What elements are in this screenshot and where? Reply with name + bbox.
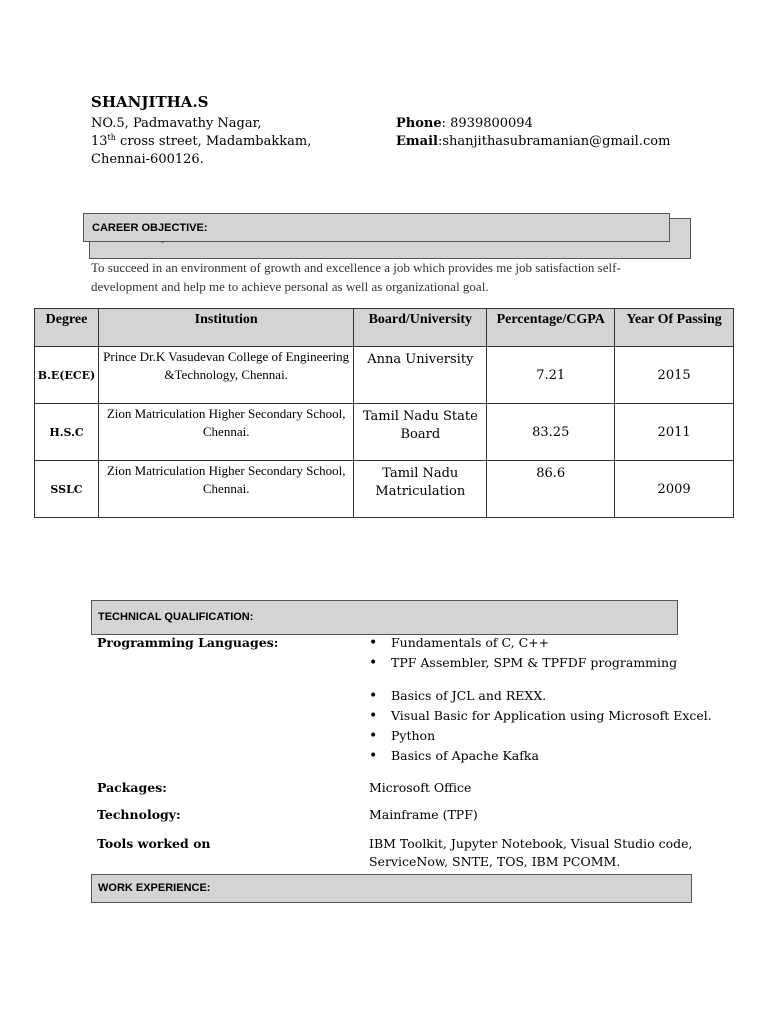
- board-cell: Anna University: [354, 347, 487, 404]
- list-item: • Basics of JCL and REXX.: [369, 686, 712, 706]
- phone-label: Phone: [396, 116, 442, 131]
- table-row: [35, 461, 734, 518]
- list-item: • Fundamentals of C, C++: [369, 633, 677, 653]
- technical-qualification-header: [91, 600, 678, 635]
- email-line: [396, 133, 670, 151]
- column-header: Year Of Passing: [615, 309, 734, 347]
- candidate-name: SHANJITHA.S: [91, 93, 209, 111]
- technical-qualification-label: TECHNICAL QUALIFICATION:: [98, 611, 254, 623]
- work-experience-header: [91, 874, 692, 903]
- tools-value-line-1: IBM Toolkit, Jupyter Notebook, Visual Studio code,: [369, 836, 693, 851]
- address-street: cross street, Madambakkam,: [115, 134, 312, 149]
- institution-cell: Zion Matriculation Higher Secondary School, Chennai.: [98, 461, 353, 518]
- phone-line: [396, 115, 533, 133]
- technology-value: Mainframe (TPF): [369, 807, 478, 822]
- phone-value: 8939800094: [450, 116, 533, 131]
- score-cell: 7.21: [487, 347, 615, 404]
- email-separator: :: [437, 134, 443, 149]
- packages-value: Microsoft Office: [369, 780, 472, 795]
- address-line-1: NO.5, Padmavathy Nagar,: [91, 116, 262, 131]
- career-objective-text: To succeed in an environment of growth and excellence a job which provides me job satisfaction self-development and help me to achieve personal as well as organizational goal.: [91, 260, 621, 294]
- career-objective-label: CAREER OBJECTIVE:: [92, 222, 208, 234]
- tools-value-line-2: ServiceNow, SNTE, TOS, IBM PCOMM.: [369, 854, 621, 869]
- score-cell: 83.25: [487, 404, 615, 461]
- list-item: • Basics of Apache Kafka: [369, 746, 712, 766]
- address-line-3: Chennai-600126.: [91, 152, 204, 167]
- list-item: • Visual Basic for Application using Microsoft Excel.: [369, 706, 712, 726]
- table-header-row: [35, 309, 734, 347]
- column-header: Percentage/CGPA: [487, 309, 615, 347]
- institution-cell: Prince Dr.K Vasudevan College of Engineering &Technology, Chennai.: [98, 347, 353, 404]
- institution-cell: Zion Matriculation Higher Secondary School, Chennai.: [98, 404, 353, 461]
- tools-label: Tools worked on: [97, 836, 211, 851]
- board-cell: Tamil Nadu State Board: [354, 404, 487, 461]
- address-line-2: [91, 133, 311, 151]
- email-value: shanjithasubramanian@gmail.com: [442, 134, 671, 149]
- board-cell: Tamil Nadu Matriculation: [354, 461, 487, 518]
- score-cell: 86.6: [487, 461, 615, 518]
- degree-cell: B.E(ECE): [35, 347, 99, 404]
- list-item: • TPF Assembler, SPM & TPFDF programming: [369, 653, 677, 673]
- column-header: Degree: [35, 309, 99, 347]
- work-experience-label: WORK EXPERIENCE:: [98, 882, 211, 894]
- programming-languages-label: Programming Languages:: [97, 635, 279, 650]
- degree-cell: SSLC: [35, 461, 99, 518]
- table-row: [35, 347, 734, 404]
- list-item: • Python: [369, 726, 712, 746]
- year-cell: 2011: [615, 404, 734, 461]
- tools-value: [369, 835, 693, 871]
- technology-label: Technology:: [97, 807, 181, 822]
- column-header: Institution: [98, 309, 353, 347]
- address-number: 13: [91, 134, 108, 149]
- email-label: Email: [396, 134, 438, 149]
- column-header: Board/University: [354, 309, 487, 347]
- career-objective-header: [83, 213, 670, 242]
- table-row: [35, 404, 734, 461]
- year-cell: 2009: [615, 461, 734, 518]
- phone-separator: :: [441, 116, 451, 131]
- programming-list-2: [369, 686, 712, 766]
- address-superscript: th: [107, 133, 116, 142]
- degree-cell: H.S.C: [35, 404, 99, 461]
- academic-table: [34, 308, 734, 518]
- programming-list-1: [369, 633, 677, 673]
- year-cell: 2015: [615, 347, 734, 404]
- packages-label: Packages:: [97, 780, 167, 795]
